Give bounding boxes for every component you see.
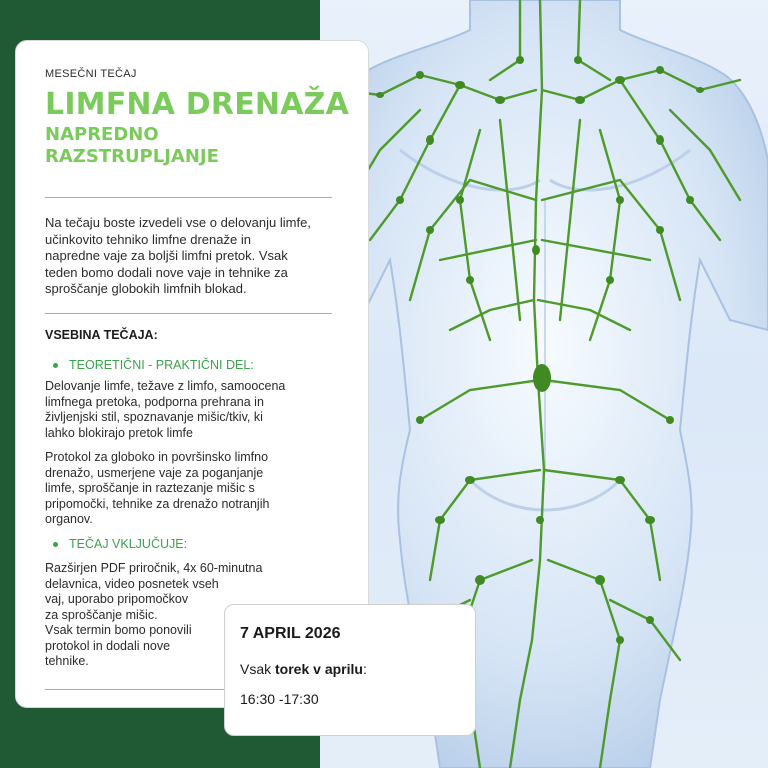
para-line: Vsak termin bomo ponovili [45,623,192,637]
schedule-card [224,604,476,736]
para-line: Protokol za globoko in površinsko limfno [45,450,269,464]
practice-paragraph [45,450,269,528]
course-subtitle [45,124,305,168]
start-date: 7 APRIL 2026 [240,625,341,642]
para-line: pripomočki, tehnike za drenažo notranjih [45,496,270,511]
weekly-day: torek v aprilu [275,661,363,677]
bullet-label: TEČAJ VKLJUČUJE: [69,537,188,551]
para-line: limfnega pretoka, podporna prehrana in [45,394,264,409]
intro-line: učinkovito tehniko limfne drenaže in [45,231,251,247]
para-line: življenjski stil, spoznavanje mišic/tkiv, ki [45,410,263,424]
course-type-label: MESEČNI TEČAJ [45,68,137,80]
weekly-suffix: : [362,661,367,677]
intro-line: sproščanje globokih limfnih blokad. [45,281,247,296]
intro-line: napredne vaje za boljši limfni pretok. Vsak [45,248,288,263]
subtitle-line: RAZSTRUPLJANJE [45,146,219,167]
bullet-includes [53,537,187,551]
intro-line: teden bomo dodali nove vaje in tehnike za [45,264,288,280]
para-line: organov. [45,512,93,526]
para-line: drenažo, usmerjene vaje za poganjanje [45,465,264,480]
bullet-icon [53,363,58,368]
bullet-theory-practice [53,358,254,372]
para-line: tehnike. [45,654,89,668]
intro-paragraph [45,215,345,298]
bullet-icon [53,542,58,547]
bullet-label: TEORETIČNI - PRAKTIČNI DEL: [69,358,254,372]
divider [45,197,332,198]
divider [45,313,332,314]
para-line: lahko blokirajo pretok limfe [45,425,193,440]
para-line: limfe, sproščanje in raztezanje mišic s [45,481,255,495]
para-line: protokol in dodali nove [45,638,171,653]
para-line: za sproščanje mišic. [45,607,158,622]
intro-line: Na tečaju boste izvedeli vse o delovanju limfe, [45,215,311,230]
subtitle-line: NAPREDNO [45,124,159,145]
para-line: delavnica, video posnetek vseh [45,576,219,591]
para-line: Delovanje limfe, težave z limfo, samoocena [45,379,286,393]
para-line: Razširjen PDF priročnik, 4x 60-minutna [45,561,263,575]
section-heading: VSEBINA TEČAJA: [45,328,158,342]
weekly-schedule [240,661,367,677]
weekly-prefix: Vsak [240,661,276,677]
theory-paragraph [45,379,285,441]
course-title: LIMFNA DRENAŽA [45,87,349,122]
para-line: vaj, uporabo pripomočkov [45,592,189,606]
time-range: 16:30 -17:30 [240,691,319,707]
